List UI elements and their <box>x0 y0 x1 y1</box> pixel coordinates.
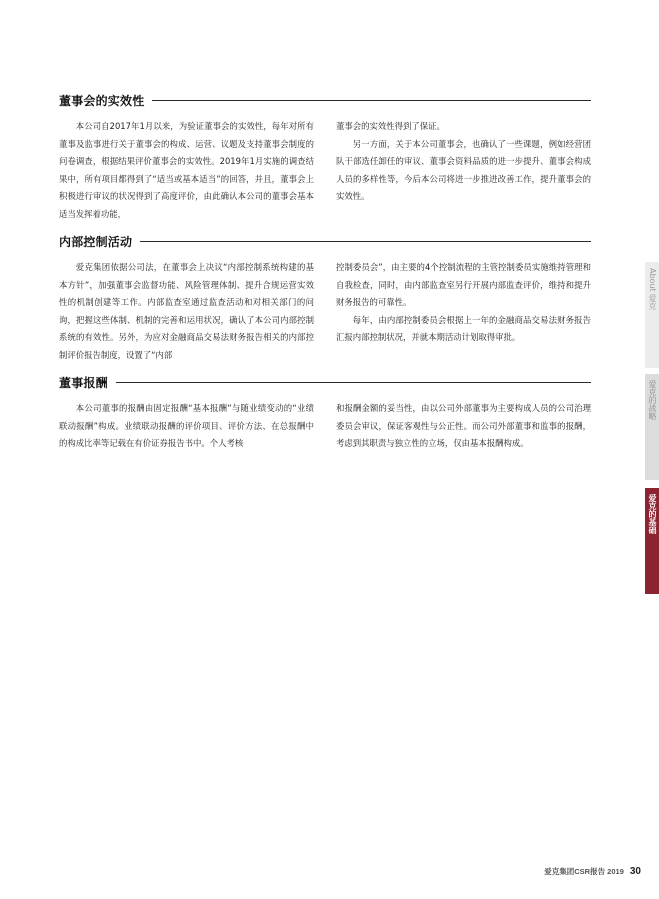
side-tab-strategy[interactable]: 爱克的战略 <box>645 374 659 480</box>
footer-report-title: 爱克集团CSR报告 2019 <box>544 867 624 876</box>
right-column <box>336 259 591 365</box>
left-column <box>59 259 314 365</box>
right-column <box>336 400 591 453</box>
section-title: 内部控制活动 <box>59 234 133 249</box>
paragraph: 董事会的实效性得到了保证。 <box>336 121 445 131</box>
paragraph: 每年，由内部控制委员会根据上一年的金融商品交易法财务报告汇报内部控制状况，并就本期活动计划取得审批。 <box>336 314 591 343</box>
paragraph: 和报酬金额的妥当性，由以公司外部董事为主要构成人员的公司治理委员会审议，保证客观性与公正性。而公司外部董事和监事的报酬，考虑到其职责与独立性的立场，仅由基本报酬构成。 <box>336 403 591 449</box>
page-number: 30 <box>629 866 641 877</box>
paragraph: 爱克集团依据公司法，在董事会上决议“内部控制系统构建的基本方针”，加强董事会监督功能、风险管理体制、提升合规运营实效性的机制创建等工作。内部监查室通过监查活动和对相关部门的问询，把握这些体制、机制的完善和运用状况，确认了本公司内部控制系统的有效性。另外，为应对金融商品交易法财务报告相关的内部控制评价报告制度，设置了“内部 <box>59 262 314 360</box>
section-internal-control <box>59 233 591 365</box>
section-director-compensation <box>59 374 591 453</box>
section-title: 董事会的实效性 <box>59 93 145 108</box>
side-tab-about[interactable]: About 爱克 <box>645 262 659 368</box>
section-divider <box>116 382 591 383</box>
page-footer <box>544 866 641 877</box>
section-title: 董事报酬 <box>59 375 108 390</box>
paragraph: 本公司自2017年1月以来，为验证董事会的实效性，每年对所有董事及监事进行关于董事会的构成、运营、议题及支持董事会制度的问卷调查，根据结果评价董事会的实效性。2019年1月实施的调查结果中，所有项目都得到了“适当或基本适当”的回答，并且，董事会上积极进行审议的状况得到了高度评价，由此确认本公司的董事会基本适当发挥着功能， <box>59 121 314 219</box>
paragraph: 控制委员会”，由主要的4个控制流程的主管控制委员实施维持管理和自我检查，同时，由内部监查室另行开展内部监查评价，维持和提升财务报告的可靠性。 <box>336 262 591 308</box>
left-column <box>59 400 314 453</box>
left-column <box>59 118 314 224</box>
section-divider <box>152 100 591 101</box>
side-tab-foundation[interactable]: 爱克的基础 <box>645 488 659 594</box>
right-column <box>336 118 591 224</box>
paragraph: 本公司董事的报酬由固定报酬“基本报酬”与随业绩变动的“业绩联动报酬”构成。业绩联动报酬的评价项目、评价方法、在总报酬中的构成比率等记载在有价证券报告书中。个人考核 <box>59 403 314 449</box>
section-divider <box>140 241 591 242</box>
paragraph: 另一方面，关于本公司董事会，也确认了一些课题，例如经营团队干部选任卸任的审议、董事会资料品质的进一步提升、董事会构成人员的多样性等，今后本公司将进一步推进改善工作，提升董事会的实效性。 <box>336 138 591 202</box>
section-board-effectiveness <box>59 92 591 224</box>
